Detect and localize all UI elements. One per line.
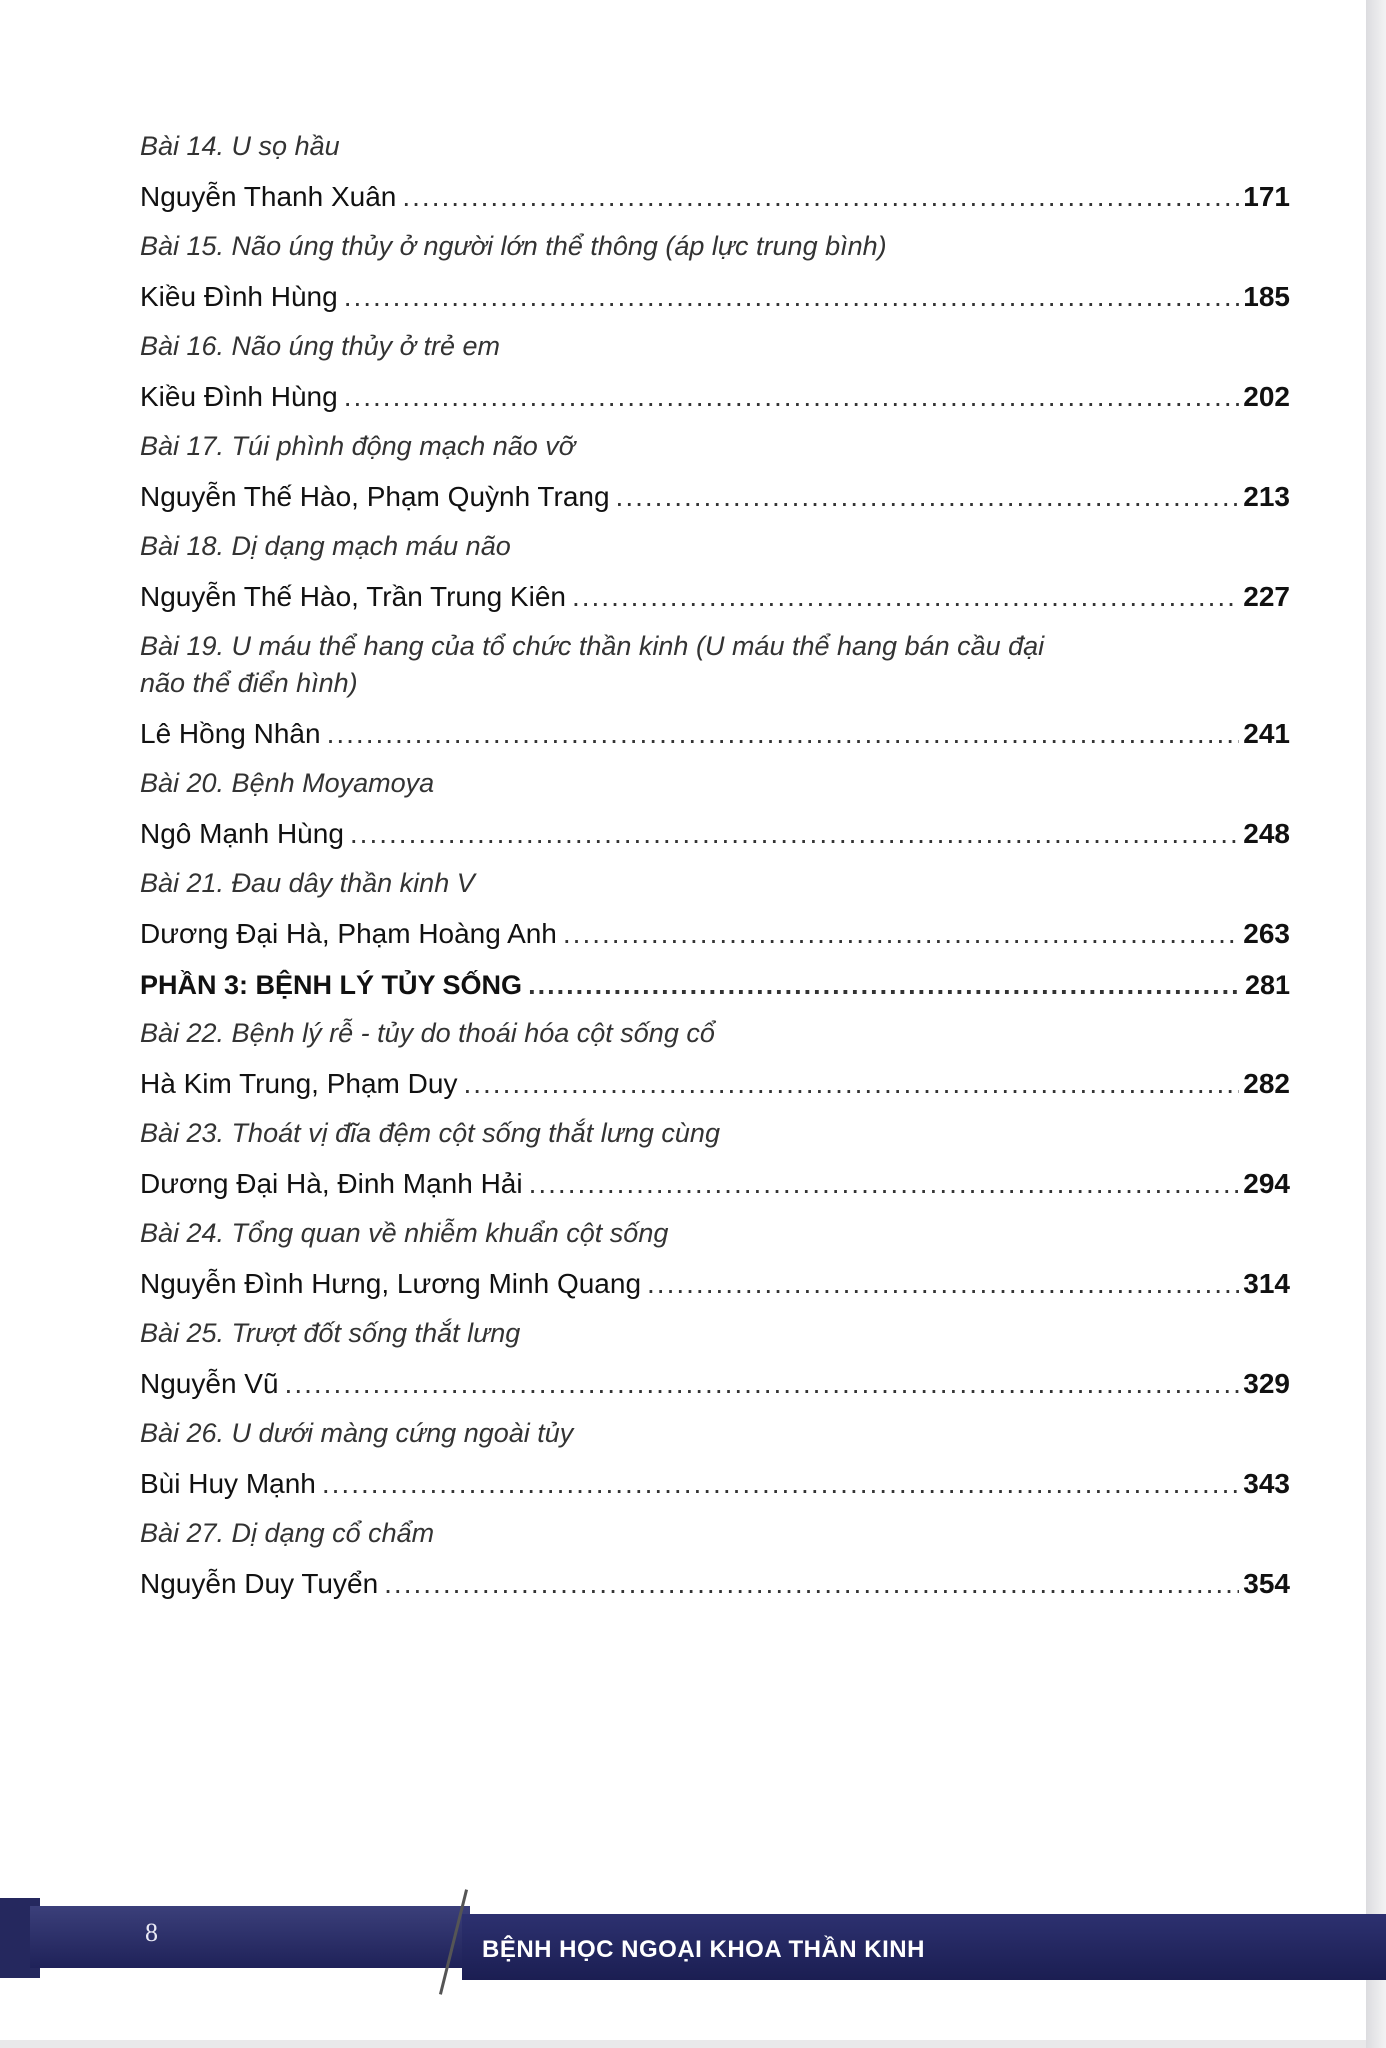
- author-names: Nguyễn Thế Hào, Phạm Quỳnh Trang: [140, 481, 610, 512]
- author-names: Nguyễn Thanh Xuân: [140, 181, 397, 212]
- footer-left-band: [30, 1906, 470, 1968]
- lesson-title: Bài 15. Não úng thủy ở người lớn thể thông (áp lực trung bình): [140, 231, 887, 261]
- toc-lesson-14: [140, 128, 1290, 165]
- toc-lesson-22: [140, 1015, 1290, 1052]
- page-number: 248: [1243, 818, 1290, 849]
- author-names: Dương Đại Hà, Đinh Mạnh Hải: [140, 1168, 523, 1199]
- author-names: Ngô Mạnh Hùng: [140, 818, 344, 849]
- toc-entry-24: [140, 1264, 1290, 1304]
- author-names: Nguyễn Đình Hưng, Lương Minh Quang: [140, 1268, 642, 1299]
- section-title: PHẦN 3: BỆNH LÝ TỦY SỐNG: [140, 970, 523, 1000]
- toc-entry-26: [140, 1464, 1290, 1504]
- page-number: 241: [1243, 718, 1290, 749]
- dot-leader: [463, 1064, 1239, 1104]
- dot-leader: [528, 965, 1241, 1005]
- lesson-title: Bài 23. Thoát vị đĩa đệm cột sống thắt lưng cùng: [140, 1118, 720, 1148]
- page-footer: [0, 1896, 1386, 1986]
- toc-entry-19: [140, 714, 1290, 754]
- lesson-title: Bài 17. Túi phình động mạch não vỡ: [140, 431, 576, 461]
- dot-leader: [344, 377, 1240, 417]
- dot-leader: [616, 477, 1240, 517]
- page-number: 343: [1243, 1468, 1290, 1499]
- toc-entry-15: [140, 277, 1290, 317]
- toc-lesson-20: [140, 765, 1290, 802]
- dot-leader: [344, 277, 1240, 317]
- toc-lesson-16: [140, 328, 1290, 365]
- author-names: Lê Hồng Nhân: [140, 718, 321, 749]
- lesson-title: Bài 18. Dị dạng mạch máu não: [140, 531, 511, 561]
- lesson-title: Bài 21. Đau dây thần kinh V: [140, 868, 475, 898]
- toc-entry-21: [140, 914, 1290, 954]
- toc-entry-18: [140, 577, 1290, 617]
- toc-lesson-19: [140, 628, 1290, 702]
- page-edge: [1366, 0, 1386, 2048]
- page-number: 171: [1243, 181, 1290, 212]
- toc-entry-14: [140, 177, 1290, 217]
- toc-entry-17: [140, 477, 1290, 517]
- toc-lesson-24: [140, 1215, 1290, 1252]
- page-number: 354: [1243, 1568, 1290, 1599]
- lesson-title: Bài 20. Bệnh Moyamoya: [140, 768, 435, 798]
- lesson-title: Bài 19. U máu thể hang của tổ chức thần kinh (U máu thể hang bán cầu đại: [140, 631, 1045, 661]
- lesson-title: Bài 24. Tổng quan về nhiễm khuẩn cột sống: [140, 1218, 669, 1248]
- page-number: 263: [1243, 918, 1290, 949]
- toc-lesson-25: [140, 1315, 1290, 1352]
- toc-entry-16: [140, 377, 1290, 417]
- page-number: 202: [1243, 381, 1290, 412]
- table-of-contents: [140, 128, 1290, 1615]
- lesson-title-continued: não thể điển hình): [140, 668, 358, 698]
- author-names: Dương Đại Hà, Phạm Hoàng Anh: [140, 918, 557, 949]
- toc-entry-23: [140, 1164, 1290, 1204]
- section-heading: [140, 965, 1290, 1005]
- page-number: 329: [1243, 1368, 1290, 1399]
- toc-lesson-21: [140, 865, 1290, 902]
- toc-lesson-26: [140, 1415, 1290, 1452]
- toc-entry-20: [140, 814, 1290, 854]
- dot-leader: [322, 1464, 1239, 1504]
- author-names: Nguyễn Vũ: [140, 1368, 279, 1399]
- page-number: 314: [1243, 1268, 1290, 1299]
- author-names: Kiều Đình Hùng: [140, 381, 338, 412]
- page-number: 281: [1244, 970, 1290, 1000]
- dot-leader: [572, 577, 1239, 617]
- footer-page-number: 8: [145, 1918, 158, 1947]
- dot-leader: [529, 1164, 1240, 1204]
- page-number: 294: [1243, 1168, 1290, 1199]
- author-names: Kiều Đình Hùng: [140, 281, 338, 312]
- dot-leader: [285, 1364, 1240, 1404]
- author-names: Nguyễn Thế Hào, Trần Trung Kiên: [140, 581, 566, 612]
- toc-entry-25: [140, 1364, 1290, 1404]
- dot-leader: [350, 814, 1239, 854]
- toc-lesson-18: [140, 528, 1290, 565]
- lesson-title: Bài 26. U dưới màng cứng ngoài tủy: [140, 1418, 574, 1448]
- toc-entry-27: [140, 1564, 1290, 1604]
- author-names: Bùi Huy Mạnh: [140, 1468, 316, 1499]
- lesson-title: Bài 22. Bệnh lý rễ - tủy do thoái hóa cột sống cổ: [140, 1018, 715, 1048]
- author-names: Nguyễn Duy Tuyển: [140, 1568, 379, 1599]
- footer-book-title: BỆNH HỌC NGOẠI KHOA THẦN KINH: [482, 1936, 925, 1963]
- dot-leader: [327, 714, 1240, 754]
- dot-leader: [647, 1264, 1239, 1304]
- toc-lesson-27: [140, 1515, 1290, 1552]
- lesson-title: Bài 14. U sọ hầu: [140, 131, 340, 161]
- lesson-title: Bài 27. Dị dạng cổ chẩm: [140, 1518, 435, 1548]
- lesson-title: Bài 25. Trượt đốt sống thắt lưng: [140, 1318, 521, 1348]
- dot-leader: [563, 914, 1239, 954]
- toc-lesson-23: [140, 1115, 1290, 1152]
- page-number: 185: [1243, 281, 1290, 312]
- toc-entry-22: [140, 1064, 1290, 1104]
- lesson-title: Bài 16. Não úng thủy ở trẻ em: [140, 331, 501, 361]
- toc-lesson-15: [140, 228, 1290, 265]
- dot-leader: [384, 1564, 1239, 1604]
- dot-leader: [402, 177, 1239, 217]
- page-number: 282: [1243, 1068, 1290, 1099]
- page-number: 227: [1243, 581, 1290, 612]
- page-number: 213: [1243, 481, 1290, 512]
- toc-lesson-17: [140, 428, 1290, 465]
- author-names: Hà Kim Trung, Phạm Duy: [140, 1068, 458, 1099]
